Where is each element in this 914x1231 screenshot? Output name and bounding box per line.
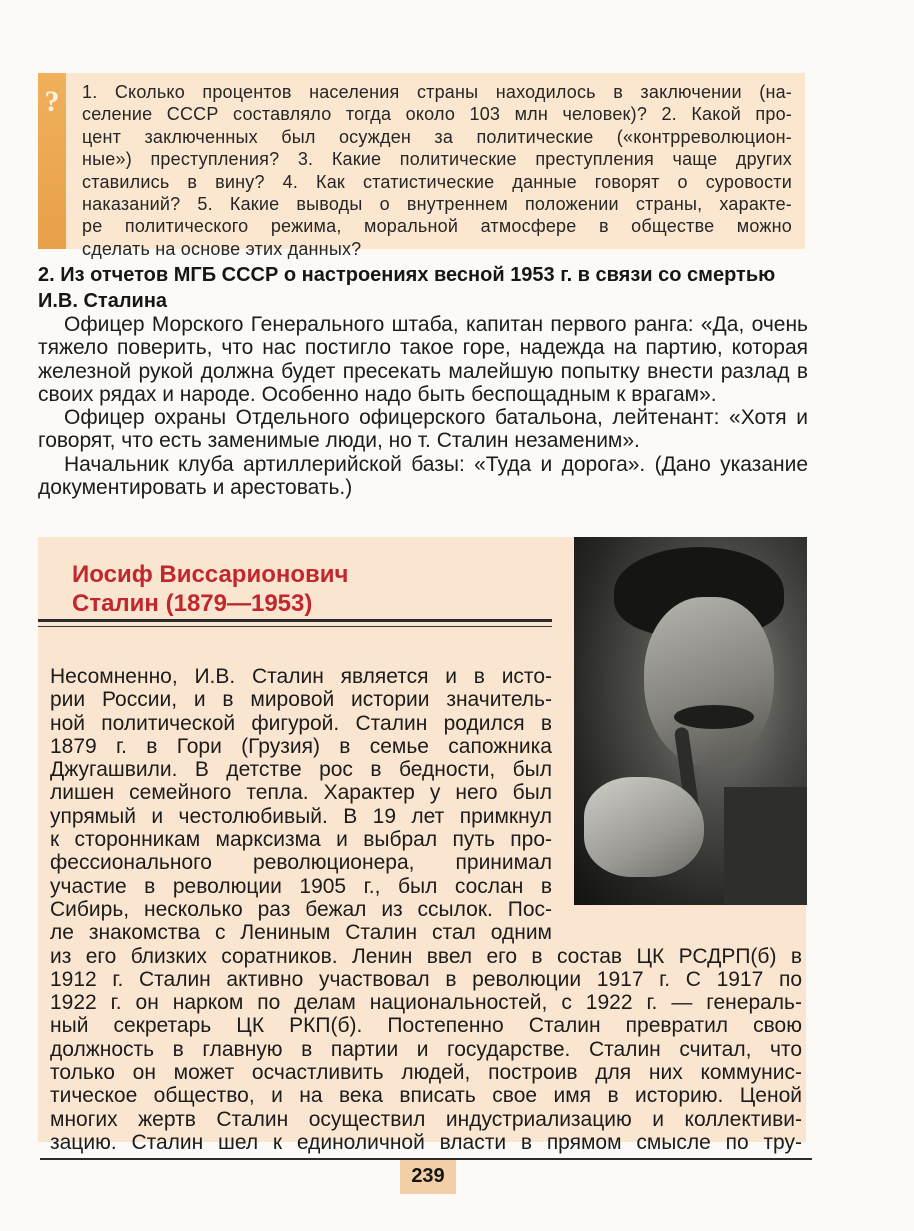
biography-line: участие в революции 1905 г., был сослан в	[50, 874, 552, 898]
biography-line: к сторонникам марксизма и выбрал путь про-	[50, 828, 552, 852]
biography-line: рии России, и в мировой истории значитель-	[50, 688, 552, 712]
section-heading: 2. Из отчетов МГБ СССР о настроениях весной 1953 г. в связи со смертью И.В. Сталина	[38, 264, 776, 312]
question-mark-icon: ?	[44, 85, 60, 118]
biography-line: из его близких соратников. Ленин ввел его в состав ЦК РСДРП(б) в	[50, 944, 802, 968]
biography-text	[50, 665, 802, 1154]
question-line: 1. Сколько процентов населения страны находилось в заключении (на-	[82, 82, 792, 102]
photo-face-shape	[644, 597, 774, 767]
photo-mustache-shape	[674, 705, 754, 729]
question-line: селение СССР составляло тогда около 103 млн человек)? 2. Какой про-	[82, 104, 792, 125]
portrait-photo	[574, 537, 807, 905]
question-line: ные») преступления? 3. Какие политические преступления чаще других	[82, 149, 792, 170]
biography-title-line: Иосиф Виссарионович	[72, 561, 349, 588]
biography-line: зацию. Сталин шел к единоличной власти в прямом смысле по тру-	[50, 1130, 802, 1154]
biography-title-line: Сталин (1879—1953)	[72, 590, 313, 617]
biography-line: многих жертв Сталин осуществил индустриализацию и коллективи-	[50, 1107, 802, 1131]
biography-line: фессионального революционера, принимал	[50, 851, 552, 875]
biography-line: Сибирь, несколько раз бежал из ссылок. Пос-	[50, 897, 552, 921]
question-line: наказаний? 5. Какие выводы о внутреннем положении страны, характе-	[82, 194, 792, 215]
biography-line: 1879 г. в Гори (Грузия) в семье сапожника	[50, 734, 552, 758]
questions-strip	[38, 73, 66, 249]
section-body	[38, 313, 808, 499]
biography-line: Джугашвили. В детстве рос в бедности, был	[50, 758, 552, 782]
question-line: сделать на основе этих данных?	[82, 238, 362, 259]
photo-hand-shape	[584, 777, 704, 877]
title-rule	[38, 619, 552, 622]
biography-line: ный секретарь ЦК РКП(б). Постепенно Сталин превратил свою	[50, 1014, 802, 1038]
biography-line: ной политической фигурой. Сталин родился в	[50, 711, 552, 735]
photo-coat-shape	[724, 787, 807, 905]
paragraph: Офицер охраны Отдельного офицерского батальона, лейтенант: «Хотя и говорят, что есть заменимые люди, но т. Сталин незаменим».	[38, 406, 808, 453]
biography-line: должность в главную в партии и государстве. Сталин считал, что	[50, 1037, 802, 1061]
question-line: ставились в вину? 4. Как статистические данные говорят о суровости	[82, 171, 792, 192]
biography-line: ле знакомства с Лениным Сталин стал одним	[50, 921, 552, 945]
question-line: ре политического режима, моральной атмосфере в обществе можно	[82, 216, 792, 237]
biography-line: только он может осчастливить людей, построив для них коммунис-	[50, 1061, 802, 1085]
biography-line: Несомненно, И.В. Сталин является и в исто-	[50, 665, 552, 688]
paragraph: Офицер Морского Генерального штаба, капитан первого ранга: «Да, очень тяжело поверить, что нас постигло такое горе, надежда на партию, которая железной рукой должна будет пресекать малейшую попытку внести разлад в своих рядах и народе. Особенно надо быть беспощадным к врагам».	[38, 313, 808, 406]
page-number: 239	[400, 1160, 456, 1194]
biography-line: 1922 г. он нарком по делам национальностей, с 1922 г. — генераль-	[50, 991, 802, 1015]
questions-box	[38, 73, 805, 259]
biography-line: тическое общество, и на века вписать свое имя в историю. Ценой	[50, 1084, 802, 1108]
biography-title	[72, 560, 542, 618]
biography-line: 1912 г. Сталин активно участвовал в революции 1917 г. С 1917 по	[50, 967, 802, 991]
biography-line: лишен семейного тепла. Характер у него был	[50, 781, 552, 805]
paragraph: Начальник клуба артиллерийской базы: «Туда и дорога». (Дано указание документировать и арестовать.)	[38, 452, 808, 500]
questions-text	[82, 81, 792, 260]
title-rule-thin	[38, 626, 552, 627]
biography-line: упрямый и честолюбивый. В 19 лет примкнул	[50, 804, 552, 828]
question-line: цент заключенных был осужден за политические («контрреволюцион-	[82, 126, 792, 147]
